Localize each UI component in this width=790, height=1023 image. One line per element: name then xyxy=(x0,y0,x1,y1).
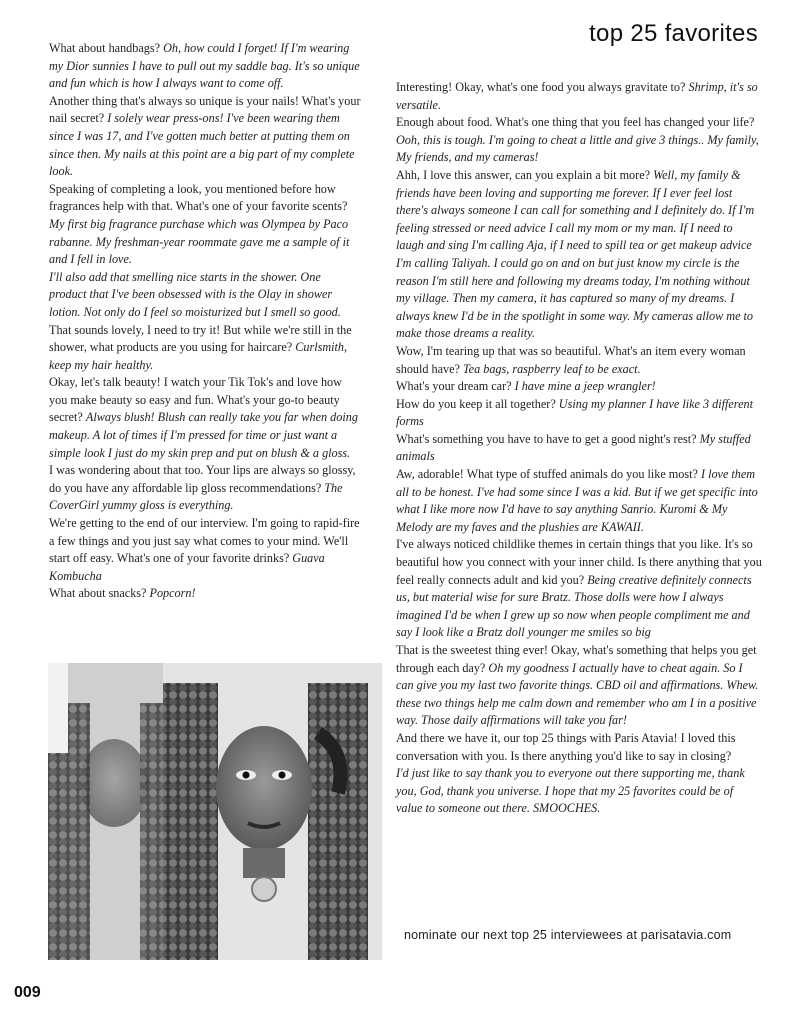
question-text: That is the sweetest thing ever! Okay, what's something that helps you get through each day? xyxy=(396,643,757,675)
qa-paragraph xyxy=(49,322,361,375)
question-text: I've always noticed childlike themes in certain things that you like. It's so beautiful how you connect with your inner child. Is there anything that you feel really connects adult and kid you? xyxy=(396,537,762,587)
question-text: What about snacks? xyxy=(49,586,150,601)
answer-text: Always blush! Blush can really take you far when doing makeup. A lot of times if I'm pressed for time or just want a simple look I just do my skin prep and put on blush & a gloss. xyxy=(49,410,358,460)
qa-paragraph xyxy=(396,396,762,431)
qa-paragraph xyxy=(396,730,762,765)
answer-text: Popcorn! xyxy=(149,586,196,601)
qa-paragraph xyxy=(49,374,361,462)
answer-text: Tea bags, raspberry leaf to be exact. xyxy=(463,361,641,376)
answer-text: My stuffed animals xyxy=(396,431,751,464)
question-text: That sounds lovely, I need to try it! But while we're still in the shower, what products are you using for haircare? xyxy=(49,322,352,355)
answer-text: My first big fragrance purchase which was Olympea by Paco rabanne. My freshman-year roommate gave me a sample of it and I fell in love. xyxy=(49,216,350,267)
portrait-photo-graphic xyxy=(48,663,382,960)
qa-paragraph xyxy=(49,515,361,585)
question-text: What's your dream car? xyxy=(396,379,515,394)
qa-paragraph xyxy=(396,466,762,536)
answer-text: I'll also add that smelling nice starts in the shower. One product that I've been obsessed with is the Olay in shower lotion. Not only do I feel so moisturized but I smell so good. xyxy=(49,269,341,319)
qa-paragraph xyxy=(396,343,762,378)
interview-column-left xyxy=(49,40,361,603)
question-text: How do you keep it all together? xyxy=(396,396,559,411)
question-text: Speaking of completing a look, you mentioned before how fragrances help with that. What's one of your favorite scents? xyxy=(49,181,348,214)
qa-paragraph xyxy=(396,79,762,114)
question-text: And there we have it, our top 25 things with Paris Atavia! I loved this conversation with you. Is there anything you'd like to say in closing? xyxy=(396,730,736,763)
qa-paragraph xyxy=(396,167,762,343)
page-title: top 25 favorites xyxy=(589,20,758,47)
question-text: Wow, I'm tearing up that was so beautiful. What's an item every woman should have? xyxy=(396,343,746,376)
page-number: 009 xyxy=(14,984,41,1001)
qa-paragraph xyxy=(396,765,762,818)
qa-paragraph xyxy=(49,269,361,322)
question-text: Okay, let's talk beauty! I watch your Tik Tok's and love how you make beauty so easy and fun. What's your go-to beauty secret? xyxy=(49,375,342,425)
answer-text: Well, my family & friends have been loving and supporting me forever. If I ever feel lost there's always someone I can call for something and I definitely do. If I'm feeling stressed or need advice I call my mom or my man. If I need to laugh and sing I'm calling Aja, if I need to spill tea or get makeup advice I'm calling Taliyah. I could go on and on but just know my circle is the reason I'm still here and following my dreams today, I'm nothing without my village. Then my camera, it has captured so many of my dreams. I always knew I'd be in the spotlight in some way. My cameras allow me to make those dreams a reality. xyxy=(396,167,755,341)
nominate-link[interactable]: nominate our next top 25 interviewees at parisatavia.com xyxy=(404,928,732,942)
qa-paragraph xyxy=(49,462,361,515)
question-text: What's something you have to have to get a good night's rest? xyxy=(396,431,700,446)
question-text: Another thing that's always so unique is your nails! What's your nail secret? xyxy=(49,93,361,126)
answer-text: I solely wear press-ons! I've been wearing them since I was 17, and I've gotten much better at putting them on since then. My nails at this point are a big part of my complete look. xyxy=(49,111,355,179)
qa-paragraph xyxy=(396,378,762,396)
question-text: Ahh, I love this answer, can you explain a bit more? xyxy=(396,167,654,182)
answer-text: Oh my goodness I actually have to cheat again. So I can give you my last two favorite things. CBD oil and affirmations. Whew. these two things help me calm down and remember who am I in a positive way. Those daily affirmations will take you far! xyxy=(396,660,759,728)
answer-text: Oh, how could I forget! If I'm wearing my Dior sunnies I have to pull out my saddle bag. It's so unique and fun which is how I always want to come off. xyxy=(49,41,360,91)
answer-text: Guava Kombucha xyxy=(49,551,325,583)
answer-text: I'd just like to say thank you to everyone out there supporting me, thank you, God, thank you universe. I hope that my 25 favorites could be of value to someone out there. SMOOCHES. xyxy=(396,766,745,816)
qa-paragraph xyxy=(396,431,762,466)
answer-text: The CoverGirl yummy gloss is everything. xyxy=(49,480,343,513)
qa-paragraph xyxy=(49,585,361,603)
question-text: We're getting to the end of our interview. I'm going to rapid-fire a few things and you just say what comes to your mind. We'll start off easy. What's one of your favorite drinks? xyxy=(49,516,360,566)
qa-paragraph xyxy=(49,40,361,93)
interview-column-right xyxy=(396,79,762,818)
question-text: Aw, adorable! What type of stuffed animals do you like most? xyxy=(396,467,701,482)
qa-paragraph xyxy=(396,536,762,642)
answer-text: Using my planner I have like 3 different forms xyxy=(396,396,753,429)
answer-text: I love them all to be honest. I've had some since I was a kid. But if we get specific into what I like more now I'd have to say anything Sanrio. Kuromi & My Melody are my faves and the plushies are KAWAII. xyxy=(396,467,758,534)
answer-text: Shrimp, it's so versatile. xyxy=(396,80,758,112)
answer-text: I have mine a jeep wrangler! xyxy=(514,379,656,394)
question-text: What about handbags? xyxy=(49,41,164,55)
answer-text: Curlsmith, keep my hair healthy. xyxy=(49,340,348,372)
qa-paragraph xyxy=(396,114,762,167)
question-text: Enough about food. What's one thing that you feel has changed your life? xyxy=(396,115,755,130)
portrait-photo-collage xyxy=(48,663,382,960)
qa-paragraph xyxy=(49,181,361,269)
answer-text: Being creative definitely connects us, but material wise for sure Bratz. Those dolls were how I always imagined I'd be when I grew up so now when people compliment me and say I look like a Bratz doll younger me smiles so big xyxy=(396,572,752,640)
qa-paragraph xyxy=(396,642,762,730)
question-text: Interesting! Okay, what's one food you always gravitate to? xyxy=(396,80,689,94)
answer-text: Ooh, this is tough. I'm going to cheat a little and give 3 things.. My family, My friends, and my cameras! xyxy=(396,132,759,165)
qa-paragraph xyxy=(49,93,361,181)
question-text: I was wondering about that too. Your lips are always so glossy, do you have any affordable lip gloss recommendations? xyxy=(49,463,356,495)
